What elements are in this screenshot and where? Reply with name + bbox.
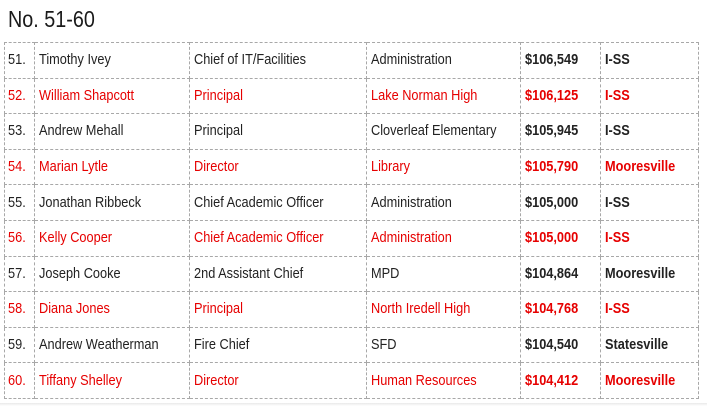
- department-text: Administration: [371, 194, 452, 211]
- district-cell: [601, 327, 699, 363]
- job-title-cell: [190, 327, 367, 363]
- bottom-divider: [0, 403, 707, 406]
- district-text: Statesville: [605, 337, 669, 354]
- page-title: No. 51-60: [8, 6, 95, 32]
- department-cell: [367, 114, 521, 150]
- table-row: [5, 43, 699, 79]
- employee-name-text: Timothy Ivey: [39, 52, 111, 69]
- department-text: Lake Norman High: [371, 87, 478, 104]
- district-text: I-SS: [605, 301, 630, 318]
- job-title-text: Director: [194, 159, 239, 176]
- salary-table: [4, 42, 699, 399]
- job-title-text: Chief Academic Officer: [194, 230, 324, 247]
- department-text: Cloverleaf Elementary: [371, 123, 497, 140]
- table-row: [5, 220, 699, 256]
- rank-number-cell: [5, 363, 35, 399]
- district-cell: [601, 149, 699, 185]
- district-cell: [601, 78, 699, 114]
- salary-cell: [521, 114, 601, 150]
- salary-text: $106,125: [525, 87, 579, 104]
- district-cell: [601, 256, 699, 292]
- district-text: I-SS: [605, 52, 630, 69]
- job-title-cell: [190, 220, 367, 256]
- employee-name-cell: [35, 256, 190, 292]
- salary-cell: [521, 185, 601, 221]
- salary-text: $104,540: [525, 337, 579, 354]
- rank-number-text: 55.: [8, 194, 26, 211]
- employee-name-cell: [35, 292, 190, 328]
- salary-cell: [521, 149, 601, 185]
- department-cell: [367, 363, 521, 399]
- table-body: [5, 43, 699, 399]
- department-text: Administration: [371, 52, 452, 69]
- district-cell: [601, 220, 699, 256]
- salary-text: $106,549: [525, 52, 579, 69]
- department-cell: [367, 185, 521, 221]
- district-text: Mooresville: [605, 159, 676, 176]
- rank-number-text: 54.: [8, 159, 26, 176]
- salary-cell: [521, 220, 601, 256]
- employee-name-cell: [35, 114, 190, 150]
- table-row: [5, 114, 699, 150]
- salary-text: $105,000: [525, 194, 579, 211]
- table-row: [5, 363, 699, 399]
- department-cell: [367, 78, 521, 114]
- district-cell: [601, 43, 699, 79]
- table-row: [5, 292, 699, 328]
- employee-name-text: Diana Jones: [39, 301, 110, 318]
- job-title-cell: [190, 363, 367, 399]
- rank-number-cell: [5, 327, 35, 363]
- job-title-cell: [190, 114, 367, 150]
- department-text: MPD: [371, 265, 400, 282]
- salary-text: $104,768: [525, 301, 579, 318]
- table-row: [5, 327, 699, 363]
- rank-number-text: 57.: [8, 265, 26, 282]
- department-cell: [367, 292, 521, 328]
- salary-text: $104,864: [525, 265, 579, 282]
- rank-number-cell: [5, 220, 35, 256]
- district-cell: [601, 292, 699, 328]
- table-row: [5, 256, 699, 292]
- rank-number-cell: [5, 43, 35, 79]
- rank-number-text: 52.: [8, 87, 26, 104]
- department-text: SFD: [371, 337, 397, 354]
- table-row: [5, 78, 699, 114]
- employee-name-cell: [35, 220, 190, 256]
- rank-number-text: 60.: [8, 372, 26, 389]
- rank-number-cell: [5, 256, 35, 292]
- salary-cell: [521, 327, 601, 363]
- employee-name-text: Tiffany Shelley: [39, 372, 122, 389]
- job-title-cell: [190, 43, 367, 79]
- department-text: Human Resources: [371, 372, 477, 389]
- salary-cell: [521, 43, 601, 79]
- employee-name-cell: [35, 185, 190, 221]
- district-cell: [601, 363, 699, 399]
- rank-number-text: 53.: [8, 123, 26, 140]
- district-text: Mooresville: [605, 265, 676, 282]
- employee-name-cell: [35, 43, 190, 79]
- employee-name-text: Joseph Cooke: [39, 265, 121, 282]
- district-cell: [601, 185, 699, 221]
- rank-number-cell: [5, 149, 35, 185]
- employee-name-text: Marian Lytle: [39, 159, 109, 176]
- job-title-cell: [190, 292, 367, 328]
- table-row: [5, 149, 699, 185]
- employee-name-cell: [35, 78, 190, 114]
- rank-number-cell: [5, 114, 35, 150]
- job-title-text: 2nd Assistant Chief: [194, 265, 304, 282]
- salary-text: $104,412: [525, 372, 579, 389]
- job-title-cell: [190, 256, 367, 292]
- job-title-text: Chief of IT/Facilities: [194, 52, 307, 69]
- table-row: [5, 185, 699, 221]
- department-cell: [367, 327, 521, 363]
- department-text: North Iredell High: [371, 301, 471, 318]
- employee-name-text: Andrew Weatherman: [39, 337, 159, 354]
- department-text: Library: [371, 159, 411, 176]
- job-title-cell: [190, 78, 367, 114]
- district-text: I-SS: [605, 87, 630, 104]
- district-text: I-SS: [605, 194, 630, 211]
- rank-number-text: 51.: [8, 52, 26, 69]
- job-title-cell: [190, 185, 367, 221]
- rank-number-text: 59.: [8, 337, 26, 354]
- job-title-text: Fire Chief: [194, 337, 250, 354]
- district-text: I-SS: [605, 123, 630, 140]
- salary-cell: [521, 292, 601, 328]
- rank-number-text: 58.: [8, 301, 26, 318]
- department-cell: [367, 220, 521, 256]
- department-text: Administration: [371, 230, 452, 247]
- employee-name-text: Kelly Cooper: [39, 230, 113, 247]
- employee-name-cell: [35, 363, 190, 399]
- job-title-text: Principal: [194, 123, 243, 140]
- job-title-text: Principal: [194, 87, 243, 104]
- salary-text: $105,790: [525, 159, 579, 176]
- salary-text: $105,945: [525, 123, 579, 140]
- job-title-text: Director: [194, 372, 239, 389]
- job-title-cell: [190, 149, 367, 185]
- department-cell: [367, 43, 521, 79]
- district-text: I-SS: [605, 230, 630, 247]
- rank-number-cell: [5, 292, 35, 328]
- district-text: Mooresville: [605, 372, 676, 389]
- salary-text: $105,000: [525, 230, 579, 247]
- salary-cell: [521, 363, 601, 399]
- employee-name-cell: [35, 327, 190, 363]
- employee-name-text: Andrew Mehall: [39, 123, 124, 140]
- department-cell: [367, 256, 521, 292]
- rank-number-text: 56.: [8, 230, 26, 247]
- department-cell: [367, 149, 521, 185]
- employee-name-text: Jonathan Ribbeck: [39, 194, 142, 211]
- salary-cell: [521, 78, 601, 114]
- employee-name-cell: [35, 149, 190, 185]
- employee-name-text: William Shapcott: [39, 87, 135, 104]
- job-title-text: Principal: [194, 301, 243, 318]
- rank-number-cell: [5, 78, 35, 114]
- rank-number-cell: [5, 185, 35, 221]
- salary-cell: [521, 256, 601, 292]
- district-cell: [601, 114, 699, 150]
- job-title-text: Chief Academic Officer: [194, 194, 324, 211]
